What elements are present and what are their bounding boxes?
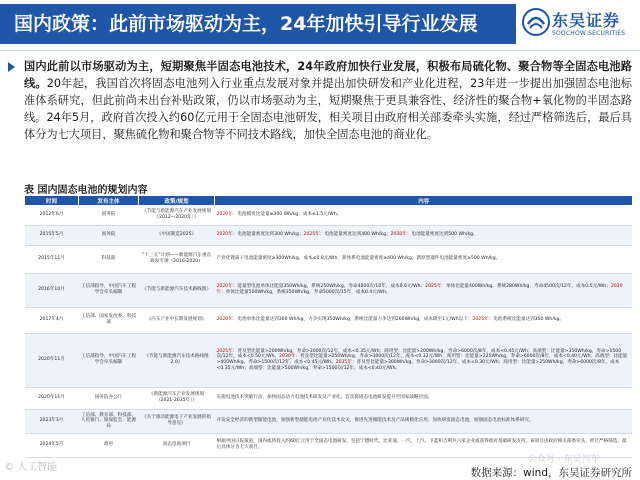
page-header [0, 0, 640, 50]
table-row [25, 205, 633, 225]
col-header-policy: 政策/规划 [139, 196, 215, 205]
cell-time: 2024年5月 [25, 433, 79, 457]
soochow-logo-icon [522, 8, 550, 36]
cell-time: 2016年10月 [25, 273, 79, 307]
logo-english-name: SOOCHOW SECURITIES [552, 30, 626, 37]
cell-time: 2015年11月 [25, 245, 79, 273]
cell-issuer: 国务院 [79, 205, 139, 225]
table-caption: 表 国内固态电池的规划内容 [24, 185, 148, 196]
cell-policy: 《关于推动能源电子产业发展的指导意见》 [139, 409, 215, 433]
cell-issuer: 国务院 [79, 225, 139, 245]
table-row [25, 387, 633, 409]
bullet-arrow-icon [8, 62, 15, 72]
table-row [25, 409, 633, 433]
policy-summary [8, 58, 632, 143]
watermark-right: 公众号 · 东吴汽车 [528, 455, 600, 465]
summary-body: 20年起，我国首次将固态电池列入行业重点发展对象并提出加快研发和产业化进程，23年进一步提出加强固态电池标准体系研究，但此前尚未出台补贴政策，仍以市场驱动为主，短期聚焦于更具兼容性、经济性的聚合物+氧化物的半固态路线。24年5月，政府首次投入约60亿元用于全固态电池研发，相关项目由政府相关部委牵头实施，经过严格筛选后，最后具体分为七大项目，聚焦硫化物和聚合物等不同技术路线，加快全固态电池的商业化。 [24, 77, 632, 141]
data-source-note: 数据来源：wind，东吴证券研究所 [470, 467, 632, 479]
cell-policy: 《汽车产业中长期发展规划》 [139, 307, 215, 333]
cell-content: 开发安全经济的新型储能电池，加强新型储能电池产业化技术攻关，推进先进储能技术及产品规模化应用；加快研发固态电池，加强固态电池标准体系研究。 [215, 409, 633, 433]
header-divider [0, 50, 640, 51]
table-row [25, 333, 633, 387]
summary-paragraph [24, 58, 632, 143]
cell-policy: 《节能与新能源汽车技术路线图2.0》 [139, 333, 215, 387]
cell-content: 2025年：普及型比能量>200Wh/kg，寿命>3000次/12年，成本<0.35元/Wh；商用型：比能量>200Wh/kg，寿命>6000次/8年，成本<0.45元/Wh；高端型：比能量>350Wh/kg，寿命>1500次/12年，成本<0.50元/Wh。2030年：普及型比能量>250Wh/kg，寿命>3000次/12年，成本<0.32元/Wh；商用型：比能量>225Wh/kg，寿命>6000次/8年，成本<0.40元/Wh；高端型：比能量>400Wh/kg，寿命>1500次/12年，成本<0.45元/Wh。2035年：普及型比能量>300Wh/kg，寿命>3000次/12年，成本<0.30元/Wh；商用型：比能量>250Wh/kg，寿命>6000次/8年，成本<0.35元/Wh；高端型：比能量>500Wh/kg，寿命>1500次/12年，成本<0.40元/Wh。 [215, 333, 633, 387]
cell-time: 2023年1月 [25, 409, 79, 433]
cell-content: 2020年：电池模块比能量≥300 Wh/kg，成本≤1.5元/Wh。 [215, 205, 633, 225]
cell-time: 2020年11月 [25, 387, 79, 409]
cell-issuer: 国务院办公厅 [79, 387, 139, 409]
cell-issuer: 工信部、国家发改委、科技部 [79, 307, 139, 333]
cell-content: 2020年：电池单体比能量达到300 Wh/kg，力争实现350Wh/kg，系统比能量力争达到260Wh/kg，成本降至1元/Wh以下；2025年：电池系统比能量达到350 Wh/kg。 [215, 307, 633, 333]
cell-issuer: 政府 [79, 433, 139, 457]
cell-policy: 《中国制造2025》 [139, 225, 215, 245]
cell-content: 2020年：电池能量密度达到300 Wh/kg；2025年：电池能量密度达到400 Wh/kg；2030年：电池能量密度达到500 Wh/kg。 [215, 225, 633, 245]
cell-content: 根据中国日报报道，国内或将投入约60亿元用于全固态电池研发，包括宁德时代、比亚迪、一汽、上汽、卫蓝和吉利共六家企业或获得政府基础研发支持。该项目由政府相关部委牵头，经过严格筛选，最后具体分为七大项目。 [215, 433, 633, 457]
table-row [25, 245, 633, 273]
summary-lead: 国内此前以市场驱动为主，短期聚焦半固态电池技术，24年政府加快行业发展，积极布局硫化物、聚合物等全固态电池路线。 [24, 60, 632, 90]
cell-policy: 《节能与新能源汽车技术路线图》 [139, 273, 215, 307]
cell-time: 2015年5月 [25, 225, 79, 245]
col-header-content: 内容 [215, 196, 633, 205]
col-header-issuer: 发布主体 [79, 196, 139, 205]
cell-issuer: 工信部指导，中国汽车工程学会牵头编制 [79, 333, 139, 387]
cell-issuer: 工信部指导，中国汽车工程学会牵头编制 [79, 273, 139, 307]
cell-policy: 《节能与新能源汽车产业发展规划（2012—2020年）》 [139, 205, 215, 225]
logo-chinese-name: 东吴证券 [552, 11, 621, 30]
cell-policy: 《新能源汽车产业发展规划（2021-2035年）》 [139, 387, 215, 409]
watermark-left: © 人工智能 [4, 462, 58, 473]
table-header-row [25, 196, 633, 205]
cell-time: 2020年11月 [25, 333, 79, 387]
cell-content: 产业化锂离子电池能量密度≥300Wh/kg，成本≤0.8元/Wh，新体系电池能量密度≥400 Wh/kg，新原型器件电池能量密度≥500 Wh/kg。 [215, 245, 633, 273]
cell-content: 实施电池技术突破行动，加快固态动力电池技术研发及产业化，首次将固态电池研发提升至国家战略层面。 [215, 387, 633, 409]
col-header-time: 时间 [25, 196, 79, 205]
cell-time: 2012年6月 [25, 205, 79, 225]
cell-content: 2020年：能量型电池单体比能量350Wh/kg，系统250Wh/kg，寿命4000次/10年，成本0.6元/Wh；2025年：单体比能量400Wh/kg，系统280Wh/kg，寿命4500次/12年，成本0.5元/Wh；2030年：单体比能量500Wh/kg，系统350Wh/kg，寿命5000次/15年，成本0.4元/Wh。 [215, 273, 633, 307]
cell-policy: 固态电池项目 [139, 433, 215, 457]
cell-issuer: 工信部、教育部、科技部、人民银行、银保监会、能源局 [79, 409, 139, 433]
policy-table-grid [24, 196, 632, 458]
brand-logo [522, 6, 636, 44]
table-row [25, 273, 633, 307]
table-row [25, 225, 633, 245]
table-row [25, 307, 633, 333]
cell-time: 2017年4月 [25, 307, 79, 333]
page-title: 国内政策：此前市场驱动为主，24年加快引导行业发展 [0, 4, 516, 44]
cell-issuer: 科技部 [79, 245, 139, 273]
cell-policy: “十三五”计划——新能源汽车重点研发专项（2016-2020） [139, 245, 215, 273]
policy-table [24, 196, 632, 458]
